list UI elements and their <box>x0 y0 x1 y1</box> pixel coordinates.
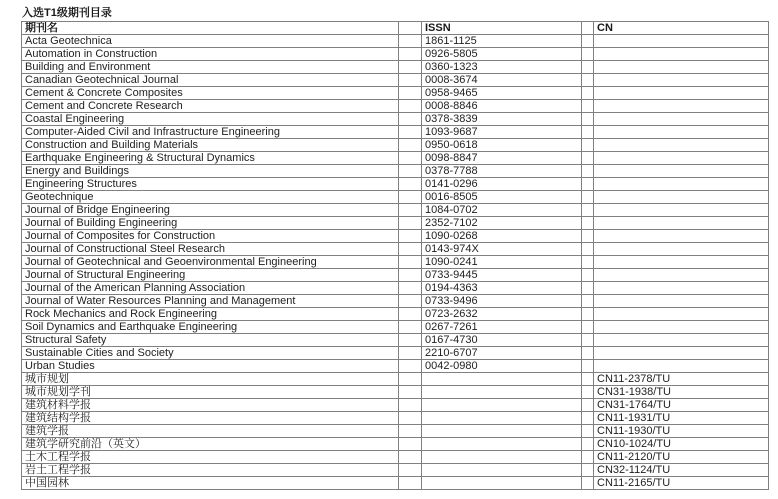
cn-cell <box>594 243 769 256</box>
spacer-cell <box>582 347 594 360</box>
spacer-cell <box>399 35 422 48</box>
spacer-cell <box>582 165 594 178</box>
spacer-cell <box>399 178 422 191</box>
spacer-cell <box>582 256 594 269</box>
cn-cell <box>594 282 769 295</box>
table-row <box>22 165 769 178</box>
spacer-cell <box>582 412 594 425</box>
cn-cell: CN11-2378/TU <box>594 373 769 386</box>
issn-cell: 0733-9496 <box>422 295 582 308</box>
journal-name-cell: Journal of Structural Engineering <box>22 269 399 282</box>
spacer-cell <box>399 87 422 100</box>
spacer-cell <box>582 35 594 48</box>
journal-name-cell: Geotechnique <box>22 191 399 204</box>
table-row <box>22 243 769 256</box>
journal-name-cell: 岩土工程学报 <box>22 464 399 477</box>
cn-cell <box>594 256 769 269</box>
table-row <box>22 256 769 269</box>
spacer-cell <box>582 61 594 74</box>
journal-name-cell: Sustainable Cities and Society <box>22 347 399 360</box>
table-row <box>22 321 769 334</box>
issn-cell: 0267-7261 <box>422 321 582 334</box>
issn-cell: 0042-0980 <box>422 360 582 373</box>
table-row <box>22 477 769 490</box>
cn-cell <box>594 321 769 334</box>
journal-name-cell: Cement and Concrete Research <box>22 100 399 113</box>
issn-cell: 0958-9465 <box>422 87 582 100</box>
cn-cell <box>594 35 769 48</box>
page-title: 入选T1级期刊目录 <box>22 7 112 19</box>
journal-name-cell: Engineering Structures <box>22 178 399 191</box>
cn-cell <box>594 230 769 243</box>
journal-table-body <box>22 35 769 490</box>
spacer-cell <box>399 477 422 490</box>
table-row <box>22 451 769 464</box>
table-row <box>22 360 769 373</box>
cn-cell: CN10-1024/TU <box>594 438 769 451</box>
spacer-cell <box>582 48 594 61</box>
column-header-spacer <box>582 22 594 35</box>
table-row <box>22 399 769 412</box>
journal-name-cell: 城市规划学刊 <box>22 386 399 399</box>
spacer-cell <box>582 399 594 412</box>
issn-cell <box>422 451 582 464</box>
issn-cell: 1090-0268 <box>422 230 582 243</box>
spacer-cell <box>399 126 422 139</box>
journal-name-cell: Acta Geotechnica <box>22 35 399 48</box>
spacer-cell <box>399 360 422 373</box>
spacer-cell <box>582 438 594 451</box>
cn-cell <box>594 217 769 230</box>
cn-cell <box>594 178 769 191</box>
spacer-cell <box>582 178 594 191</box>
spacer-cell <box>582 204 594 217</box>
spacer-cell <box>399 152 422 165</box>
issn-cell <box>422 464 582 477</box>
cn-cell <box>594 308 769 321</box>
spacer-cell <box>582 191 594 204</box>
journal-name-cell: Rock Mechanics and Rock Engineering <box>22 308 399 321</box>
journal-name-cell: Journal of Composites for Construction <box>22 230 399 243</box>
table-row <box>22 100 769 113</box>
spacer-cell <box>399 269 422 282</box>
spacer-cell <box>582 334 594 347</box>
cn-cell <box>594 165 769 178</box>
cn-cell: CN11-2165/TU <box>594 477 769 490</box>
journal-name-cell: Journal of Bridge Engineering <box>22 204 399 217</box>
issn-cell: 0378-7788 <box>422 165 582 178</box>
cn-cell <box>594 347 769 360</box>
cn-cell <box>594 61 769 74</box>
cn-cell <box>594 152 769 165</box>
cn-cell <box>594 87 769 100</box>
spacer-cell <box>582 243 594 256</box>
spacer-cell <box>582 126 594 139</box>
table-row <box>22 282 769 295</box>
issn-cell: 0194-4363 <box>422 282 582 295</box>
journal-name-cell: 城市规划 <box>22 373 399 386</box>
issn-cell <box>422 386 582 399</box>
issn-cell: 1084-0702 <box>422 204 582 217</box>
cn-cell <box>594 295 769 308</box>
spacer-cell <box>582 386 594 399</box>
table-row <box>22 48 769 61</box>
spacer-cell <box>582 113 594 126</box>
journal-name-cell: Cement & Concrete Composites <box>22 87 399 100</box>
cn-cell <box>594 191 769 204</box>
spacer-cell <box>582 308 594 321</box>
spacer-cell <box>582 217 594 230</box>
journal-name-cell: Journal of Constructional Steel Research <box>22 243 399 256</box>
spacer-cell <box>399 139 422 152</box>
spacer-cell <box>399 217 422 230</box>
cn-cell <box>594 204 769 217</box>
spacer-cell <box>399 321 422 334</box>
table-row <box>22 152 769 165</box>
cn-cell: CN11-1930/TU <box>594 425 769 438</box>
journal-name-cell: Construction and Building Materials <box>22 139 399 152</box>
spacer-cell <box>582 373 594 386</box>
journal-name-cell: 建筑结构学报 <box>22 412 399 425</box>
spacer-cell <box>399 412 422 425</box>
spacer-cell <box>582 451 594 464</box>
spacer-cell <box>399 230 422 243</box>
spacer-cell <box>399 191 422 204</box>
spacer-cell <box>399 334 422 347</box>
issn-cell <box>422 412 582 425</box>
cn-cell: CN31-1938/TU <box>594 386 769 399</box>
issn-cell: 0008-3674 <box>422 74 582 87</box>
journal-name-cell: Journal of Building Engineering <box>22 217 399 230</box>
issn-cell: 0143-974X <box>422 243 582 256</box>
issn-cell <box>422 373 582 386</box>
spacer-cell <box>399 425 422 438</box>
table-row <box>22 347 769 360</box>
table-row <box>22 35 769 48</box>
journal-name-cell: 土木工程学报 <box>22 451 399 464</box>
journal-name-cell: Journal of Geotechnical and Geoenvironmental Engineering <box>22 256 399 269</box>
table-row <box>22 126 769 139</box>
cn-cell <box>594 126 769 139</box>
spacer-cell <box>582 295 594 308</box>
spacer-cell <box>582 139 594 152</box>
journal-table <box>21 21 769 490</box>
table-row <box>22 386 769 399</box>
table-row <box>22 139 769 152</box>
spacer-cell <box>582 87 594 100</box>
journal-name-cell: Automation in Construction <box>22 48 399 61</box>
spacer-cell <box>582 282 594 295</box>
spacer-cell <box>399 61 422 74</box>
table-row <box>22 425 769 438</box>
journal-name-cell: Computer-Aided Civil and Infrastructure Engineering <box>22 126 399 139</box>
spacer-cell <box>399 347 422 360</box>
table-row <box>22 373 769 386</box>
spacer-cell <box>399 308 422 321</box>
table-row <box>22 269 769 282</box>
cn-cell: CN11-2120/TU <box>594 451 769 464</box>
table-row <box>22 230 769 243</box>
column-header-spacer <box>399 22 422 35</box>
issn-cell <box>422 399 582 412</box>
cn-cell <box>594 269 769 282</box>
column-header-journal-name: 期刊名 <box>22 22 399 35</box>
spacer-cell <box>399 256 422 269</box>
table-row <box>22 295 769 308</box>
spacer-cell <box>399 373 422 386</box>
column-header-issn: ISSN <box>422 22 582 35</box>
spacer-cell <box>399 282 422 295</box>
issn-cell: 1861-1125 <box>422 35 582 48</box>
table-row <box>22 74 769 87</box>
spacer-cell <box>399 399 422 412</box>
journal-name-cell: Soil Dynamics and Earthquake Engineering <box>22 321 399 334</box>
table-row <box>22 113 769 126</box>
spacer-cell <box>582 464 594 477</box>
issn-cell: 2210-6707 <box>422 347 582 360</box>
issn-cell: 0098-8847 <box>422 152 582 165</box>
table-row <box>22 204 769 217</box>
journal-name-cell: Building and Environment <box>22 61 399 74</box>
cn-cell <box>594 360 769 373</box>
cn-cell <box>594 139 769 152</box>
spacer-cell <box>582 321 594 334</box>
table-row <box>22 464 769 477</box>
issn-cell <box>422 477 582 490</box>
journal-name-cell: Journal of Water Resources Planning and Management <box>22 295 399 308</box>
spacer-cell <box>582 74 594 87</box>
journal-name-cell: 建筑材料学报 <box>22 399 399 412</box>
spacer-cell <box>582 269 594 282</box>
issn-cell: 0378-3839 <box>422 113 582 126</box>
spacer-cell <box>399 295 422 308</box>
spacer-cell <box>399 451 422 464</box>
journal-name-cell: Canadian Geotechnical Journal <box>22 74 399 87</box>
spacer-cell <box>582 360 594 373</box>
spacer-cell <box>582 425 594 438</box>
cn-cell <box>594 113 769 126</box>
table-row <box>22 217 769 230</box>
cn-cell <box>594 100 769 113</box>
issn-cell: 0141-0296 <box>422 178 582 191</box>
issn-cell: 0723-2632 <box>422 308 582 321</box>
spacer-cell <box>582 477 594 490</box>
table-row <box>22 191 769 204</box>
spacer-cell <box>582 230 594 243</box>
spacer-cell <box>399 74 422 87</box>
issn-cell: 0008-8846 <box>422 100 582 113</box>
issn-cell: 0016-8505 <box>422 191 582 204</box>
journal-name-cell: Journal of the American Planning Association <box>22 282 399 295</box>
column-header-cn: CN <box>594 22 769 35</box>
journal-name-cell: Earthquake Engineering & Structural Dynamics <box>22 152 399 165</box>
journal-name-cell: Structural Safety <box>22 334 399 347</box>
issn-cell: 1093-9687 <box>422 126 582 139</box>
spacer-cell <box>582 100 594 113</box>
spacer-cell <box>399 204 422 217</box>
cn-cell: CN11-1931/TU <box>594 412 769 425</box>
cn-cell: CN32-1124/TU <box>594 464 769 477</box>
table-row <box>22 61 769 74</box>
spacer-cell <box>399 100 422 113</box>
journal-name-cell: Urban Studies <box>22 360 399 373</box>
journal-name-cell: Coastal Engineering <box>22 113 399 126</box>
spacer-cell <box>399 464 422 477</box>
issn-cell: 0167-4730 <box>422 334 582 347</box>
issn-cell: 0360-1323 <box>422 61 582 74</box>
cn-cell <box>594 48 769 61</box>
cn-cell: CN31-1764/TU <box>594 399 769 412</box>
issn-cell: 0733-9445 <box>422 269 582 282</box>
journal-name-cell: Energy and Buildings <box>22 165 399 178</box>
issn-cell: 0926-5805 <box>422 48 582 61</box>
spacer-cell <box>399 386 422 399</box>
issn-cell: 1090-0241 <box>422 256 582 269</box>
journal-name-cell: 中国园林 <box>22 477 399 490</box>
issn-cell: 2352-7102 <box>422 217 582 230</box>
journal-name-cell: 建筑学研究前沿（英文） <box>22 438 399 451</box>
cn-cell <box>594 74 769 87</box>
table-row <box>22 308 769 321</box>
table-row <box>22 178 769 191</box>
issn-cell <box>422 438 582 451</box>
table-row <box>22 87 769 100</box>
spacer-cell <box>399 243 422 256</box>
header-row <box>22 22 769 35</box>
spacer-cell <box>399 48 422 61</box>
journal-name-cell: 建筑学报 <box>22 425 399 438</box>
spacer-cell <box>582 152 594 165</box>
spacer-cell <box>399 113 422 126</box>
spacer-cell <box>399 165 422 178</box>
table-row <box>22 438 769 451</box>
issn-cell: 0950-0618 <box>422 139 582 152</box>
issn-cell <box>422 425 582 438</box>
table-row <box>22 412 769 425</box>
cn-cell <box>594 334 769 347</box>
spacer-cell <box>399 438 422 451</box>
table-row <box>22 334 769 347</box>
